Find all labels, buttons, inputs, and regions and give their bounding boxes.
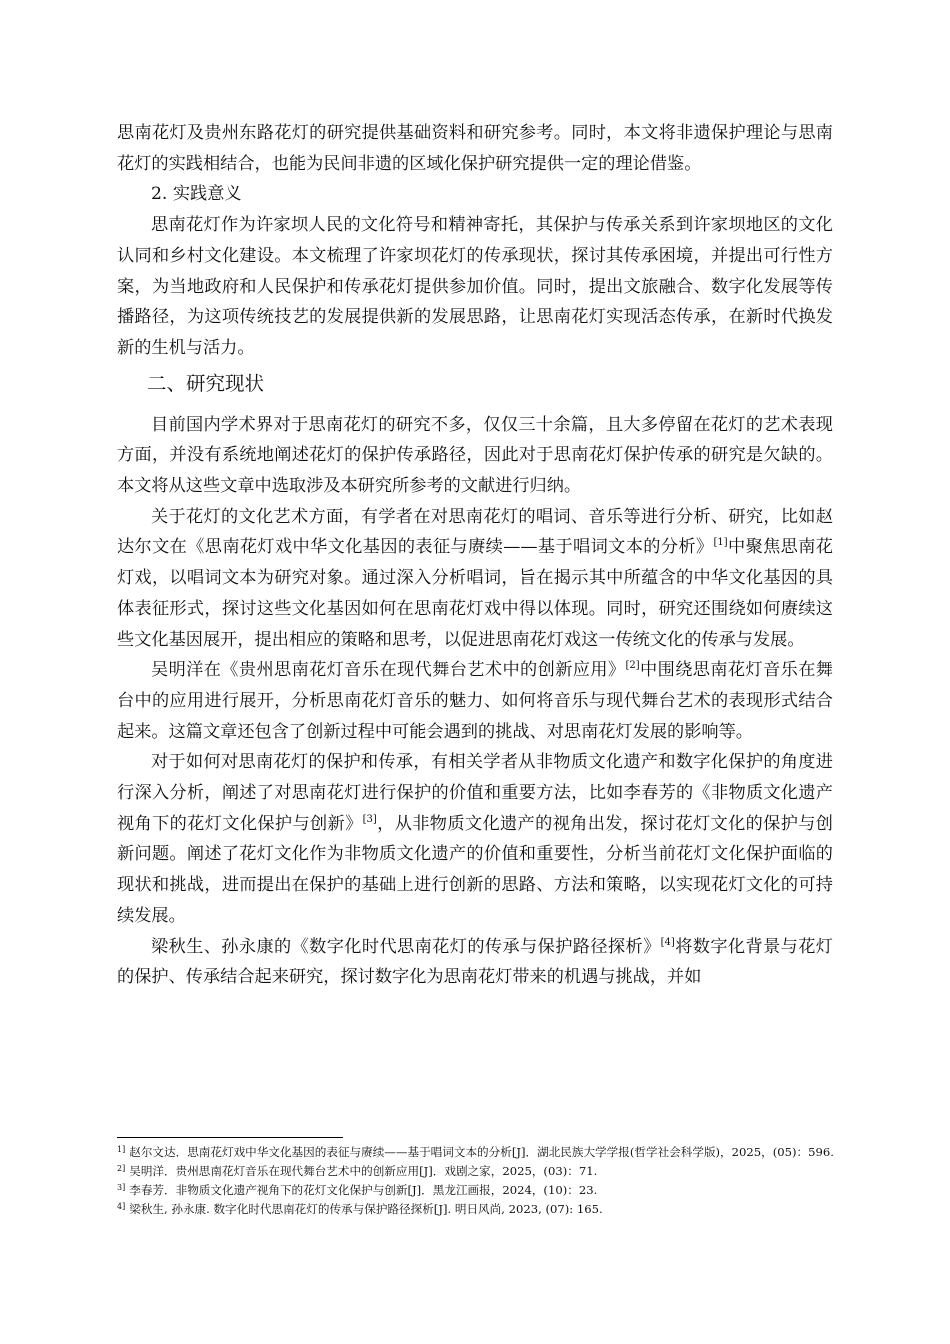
paragraph-text: 关于花灯的文化艺术方面，有学者在对思南花灯的唱词、音乐等进行分析、研究，比如赵达尔文在《思南花灯戏中华文化基因的表征与赓续——基于唱词文本的分析》 [117,506,833,558]
footnote-marker: 2] [117,1164,126,1173]
footnote-marker: 1] [117,1145,126,1154]
paragraph-text: 梁秋生、孙永康的《数字化时代思南花灯的传承与保护路径探析》 [151,936,661,957]
citation-ref-4: [4] [660,936,675,948]
paragraph-text: 吴明洋在《贵州思南花灯音乐在现代舞台艺术中的创新应用》 [151,660,626,681]
footnotes [117,1143,835,1219]
paragraph-music-stage [117,655,833,747]
paragraph-text: 对于如何对思南花灯的保护和传承，有相关学者从非物质文化遗产和数字化保护的角度进行深入分析，阐述了对思南花灯进行保护的价值和重要方法，比如李春芳的《非物质文化遗产视角下的花灯文化保护与创新》 [117,752,833,834]
footnote-item [117,1200,835,1219]
paragraph-practical-significance: 思南花灯作为许家坝人民的文化符号和精神寄托，其保护与传承关系到许家坝地区的文化认同和乡村文化建设。本文梳理了许家坝花灯的传承现状，探讨其传承困境，并提出可行性方案，为当地政府和人民保护和传承花灯提供参加价值。同时，提出文旅融合、数字化发展等传播路径，为这项传统技艺的发展提供新的发展思路，让思南花灯实现活态传承，在新时代换发新的生机与活力。 [117,215,833,358]
citation-ref-2: [2] [625,660,640,672]
paragraph-text: 将数字化背景与花灯的保护、传承结合起来研究，探讨数字化为思南花灯带来的机遇与挑战，并如 [117,936,833,988]
paragraph-text: ，从非物质文化遗产的视角出发，探讨花灯文化的保护与创新问题。阐述了花灯文化作为非物质文化遗产的价值和重要性，分析当前花灯文化保护面临的现状和挑战，进而提出在保护的基础上进行创新的思路、方法和策略，以实现花灯文化的可持续发展。 [117,813,833,926]
footnote-item [117,1143,835,1162]
paragraph-text: 中聚焦思南花灯戏，以唱词文本为研究对象。通过深入分析唱词，旨在揭示其中所蕴含的中华文化基因的具体表征形式，探讨这些文化基因如何在思南花灯戏中得以体现。同时，研究还围绕如何赓续这些文化基因展开，提出相应的策略和思考，以促进思南花灯戏这一传统文化的传承与发展。 [117,537,833,650]
body-text [117,118,833,993]
footnote-marker: 4] [117,1202,126,1211]
paragraph-digital [117,932,833,993]
paragraph-text: 中围绕思南花灯音乐在舞台中的应用进行展开，分析思南花灯音乐的魅力、如何将音乐与现代舞台艺术的表现形式结合起来。这篇文章还包含了创新过程中可能会遇到的挑战、对思南花灯发展的影响等。 [117,660,833,742]
footnote-text: 吴明洋．贵州思南花灯音乐在现代舞台艺术中的创新应用[J]．戏剧之家，2025，(03)：71. [129,1164,598,1178]
paragraph-protection [117,747,833,931]
paragraph-research-overview: 目前国内学术界对于思南花灯的研究不多，仅仅三十余篇，且大多停留在花灯的艺术表现方面，并没有系统地阐述花灯的保护传承路径，因此对于思南花灯保护传承的研究是欠缺的。本文将从这些文章中选取涉及本研究所参考的文献进行归纳。 [117,414,833,497]
footnote-text: 赵尔文达．思南花灯戏中华文化基因的表征与赓续——基于唱词文本的分析[J]．湖北民族大学学报(哲学社会科学版)，2025，(05)：596. [129,1145,834,1159]
paragraph-continuation: 思南花灯及贵州东路花灯的研究提供基础资料和研究参考。同时，本文将非遗保护理论与思南花灯的实践相结合，也能为民间非遗的区域化保护研究提供一定的理论借鉴。 [117,123,833,174]
footnote-text: 梁秋生, 孙永康. 数字化时代思南花灯的传承与保护路径探析[J]. 明日风尚, 2023, (07): 165. [129,1202,603,1216]
paragraph-cultural-art [117,502,833,656]
footnote-item [117,1181,835,1200]
citation-ref-3: [3] [362,813,377,825]
citation-ref-1: [1] [713,537,728,549]
footnote-text: 李春芳．非物质文化遗产视角下的花灯文化保护与创新[J]．黑龙江画报，2024，(10)：23. [129,1183,598,1197]
subheading-practical-significance: 2. 实践意义 [151,184,242,205]
footnote-marker: 3] [117,1183,126,1192]
section-heading-research-status: 二、研究现状 [147,371,265,395]
footnote-item [117,1162,835,1181]
footnote-separator [117,1137,343,1138]
